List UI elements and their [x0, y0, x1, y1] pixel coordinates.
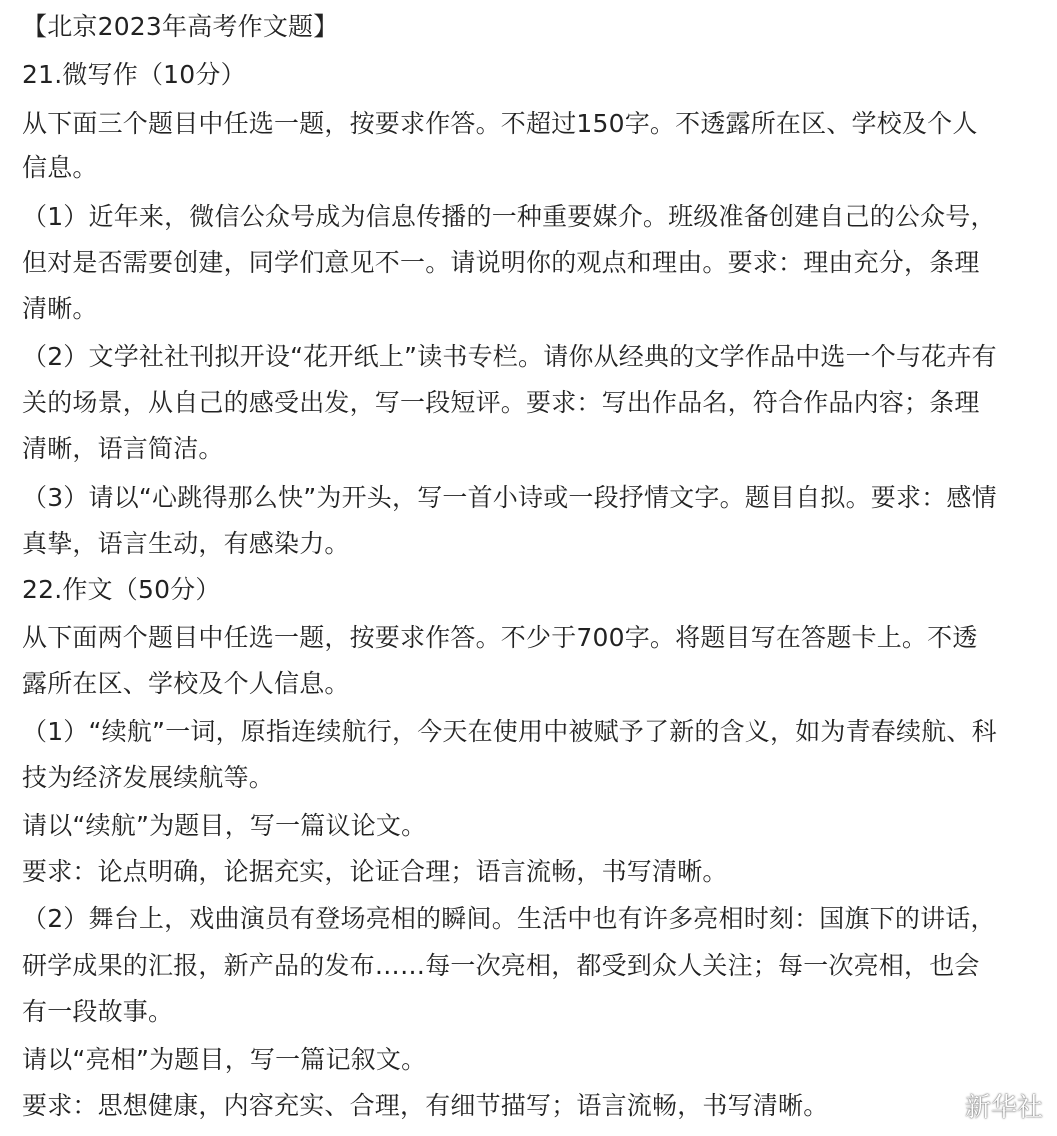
- text-line: 请以“续航”为题目，写一篇议论文。: [22, 811, 427, 840]
- text-line: 从下面两个题目中任选一题，按要求作答。不少于700字。将题目写在答题卡上。不透: [22, 623, 978, 652]
- text-line: 清晰，语言简洁。: [22, 434, 224, 463]
- text-line: （1）“续航”一词，原指连续航行，今天在使用中被赋予了新的含义，如为青春续航、科: [22, 717, 997, 746]
- text-line: 信息。: [22, 153, 98, 182]
- text-line: （2）舞台上，戏曲演员有登场亮相的瞬间。生活中也有许多亮相时刻：国旗下的讲话，: [22, 904, 996, 933]
- watermark: [925, 1087, 1043, 1124]
- text-line: 研学成果的汇报，新产品的发布……每一次亮相，都受到众人关注；每一次亮相，也会: [22, 951, 980, 980]
- text-line: 真挚，语言生动，有感染力。: [22, 529, 350, 558]
- text-line: 但对是否需要创建，同学们意见不一。请说明你的观点和理由。要求：理由充分，条理: [22, 248, 980, 277]
- text-line: 要求：论点明确，论据充实，论证合理；语言流畅，书写清晰。: [22, 857, 728, 886]
- section-heading-22: 22.作文（50分）: [22, 575, 221, 604]
- text-line: （1）近年来，微信公众号成为信息传播的一种重要媒介。班级准备创建自己的公众号，: [22, 202, 996, 231]
- text-line: （2）文学社社刊拟开设“花开纸上”读书专栏。请你从经典的文学作品中选一个与花卉有: [22, 342, 997, 371]
- text-line: 请以“亮相”为题目，写一篇记叙文。: [22, 1045, 427, 1074]
- document-title: 【北京2023年高考作文题】: [22, 12, 339, 41]
- text-line: 关的场景，从自己的感受出发，写一段短评。要求：写出作品名，符合作品内容；条理: [22, 388, 980, 417]
- weibo-icon: [925, 1092, 959, 1120]
- text-line: 从下面三个题目中任选一题，按要求作答。不超过150字。不透露所在区、学校及个人: [22, 109, 978, 138]
- text-line: 露所在区、学校及个人信息。: [22, 669, 350, 698]
- watermark-text: 新华社: [964, 1093, 1043, 1123]
- text-line: （3）请以“心跳得那么快”为开头，写一首小诗或一段抒情文字。题目自拟。要求：感情: [22, 483, 997, 512]
- text-line: 清晰。: [22, 294, 98, 323]
- text-line: 有一段故事。: [22, 997, 174, 1026]
- section-heading-21: 21.微写作（10分）: [22, 60, 246, 89]
- text-line: 技为经济发展续航等。: [22, 763, 275, 792]
- text-line: 要求：思想健康，内容充实、合理，有细节描写；语言流畅，书写清晰。: [22, 1091, 829, 1120]
